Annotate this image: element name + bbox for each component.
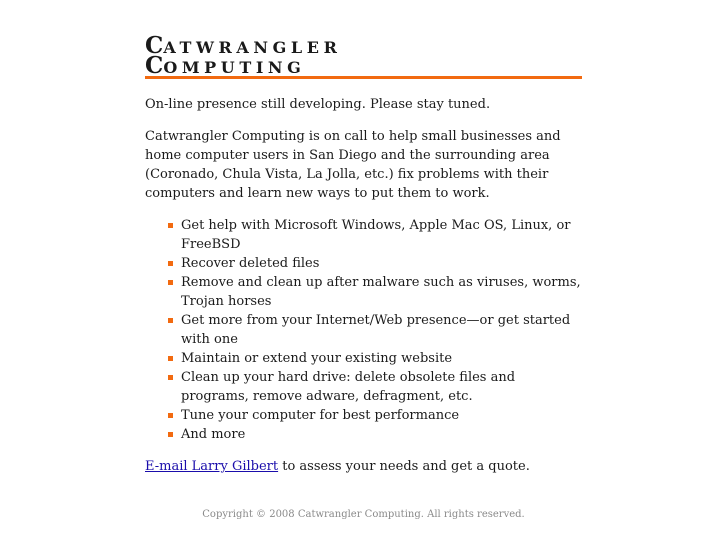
list-item: Get help with Microsoft Windows, Apple Mac OS, Linux, or FreeBSD	[181, 216, 585, 254]
contact-text: to assess your needs and get a quote.	[278, 459, 530, 474]
tagline: On-line presence still developing. Please stay tuned.	[145, 97, 491, 112]
list-item: Clean up your hard drive: delete obsolete files and programs, remove adware, defragment, etc.	[181, 368, 585, 406]
list-item: And more	[181, 425, 585, 444]
logo-line-2: COMPUTING	[145, 52, 306, 79]
bullet-icon	[168, 356, 173, 361]
email-link[interactable]: E-mail Larry Gilbert	[145, 459, 279, 474]
page-content	[145, 32, 585, 476]
list-item: Tune your computer for best performance	[181, 406, 585, 425]
contact-paragraph	[145, 457, 585, 476]
bullet-icon	[168, 261, 173, 266]
bullet-icon	[168, 223, 173, 228]
bullet-icon	[168, 375, 173, 380]
copyright-footer: Copyright © 2008 Catwrangler Computing. All rights reserved.	[202, 509, 525, 520]
list-item: Maintain or extend your existing website	[181, 349, 585, 368]
list-item: Get more from your Internet/Web presence—or get started with one	[181, 311, 585, 349]
list-item: Remove and clean up after malware such as viruses, worms, Trojan horses	[181, 273, 585, 311]
bullet-icon	[168, 432, 173, 437]
intro-paragraph: Catwrangler Computing is on call to help small businesses and home computer users in San Diego and the surrounding area (Coronado, Chula Vista, La Jolla, etc.) fix problems with their computers and learn new ways to put them to work.	[145, 129, 561, 201]
site-logo	[145, 32, 585, 79]
services-list	[145, 216, 585, 444]
logo-line-1: CATWRANGLER	[145, 32, 342, 59]
list-item: Recover deleted files	[181, 254, 585, 273]
bullet-icon	[168, 280, 173, 285]
bullet-icon	[168, 413, 173, 418]
bullet-icon	[168, 318, 173, 323]
